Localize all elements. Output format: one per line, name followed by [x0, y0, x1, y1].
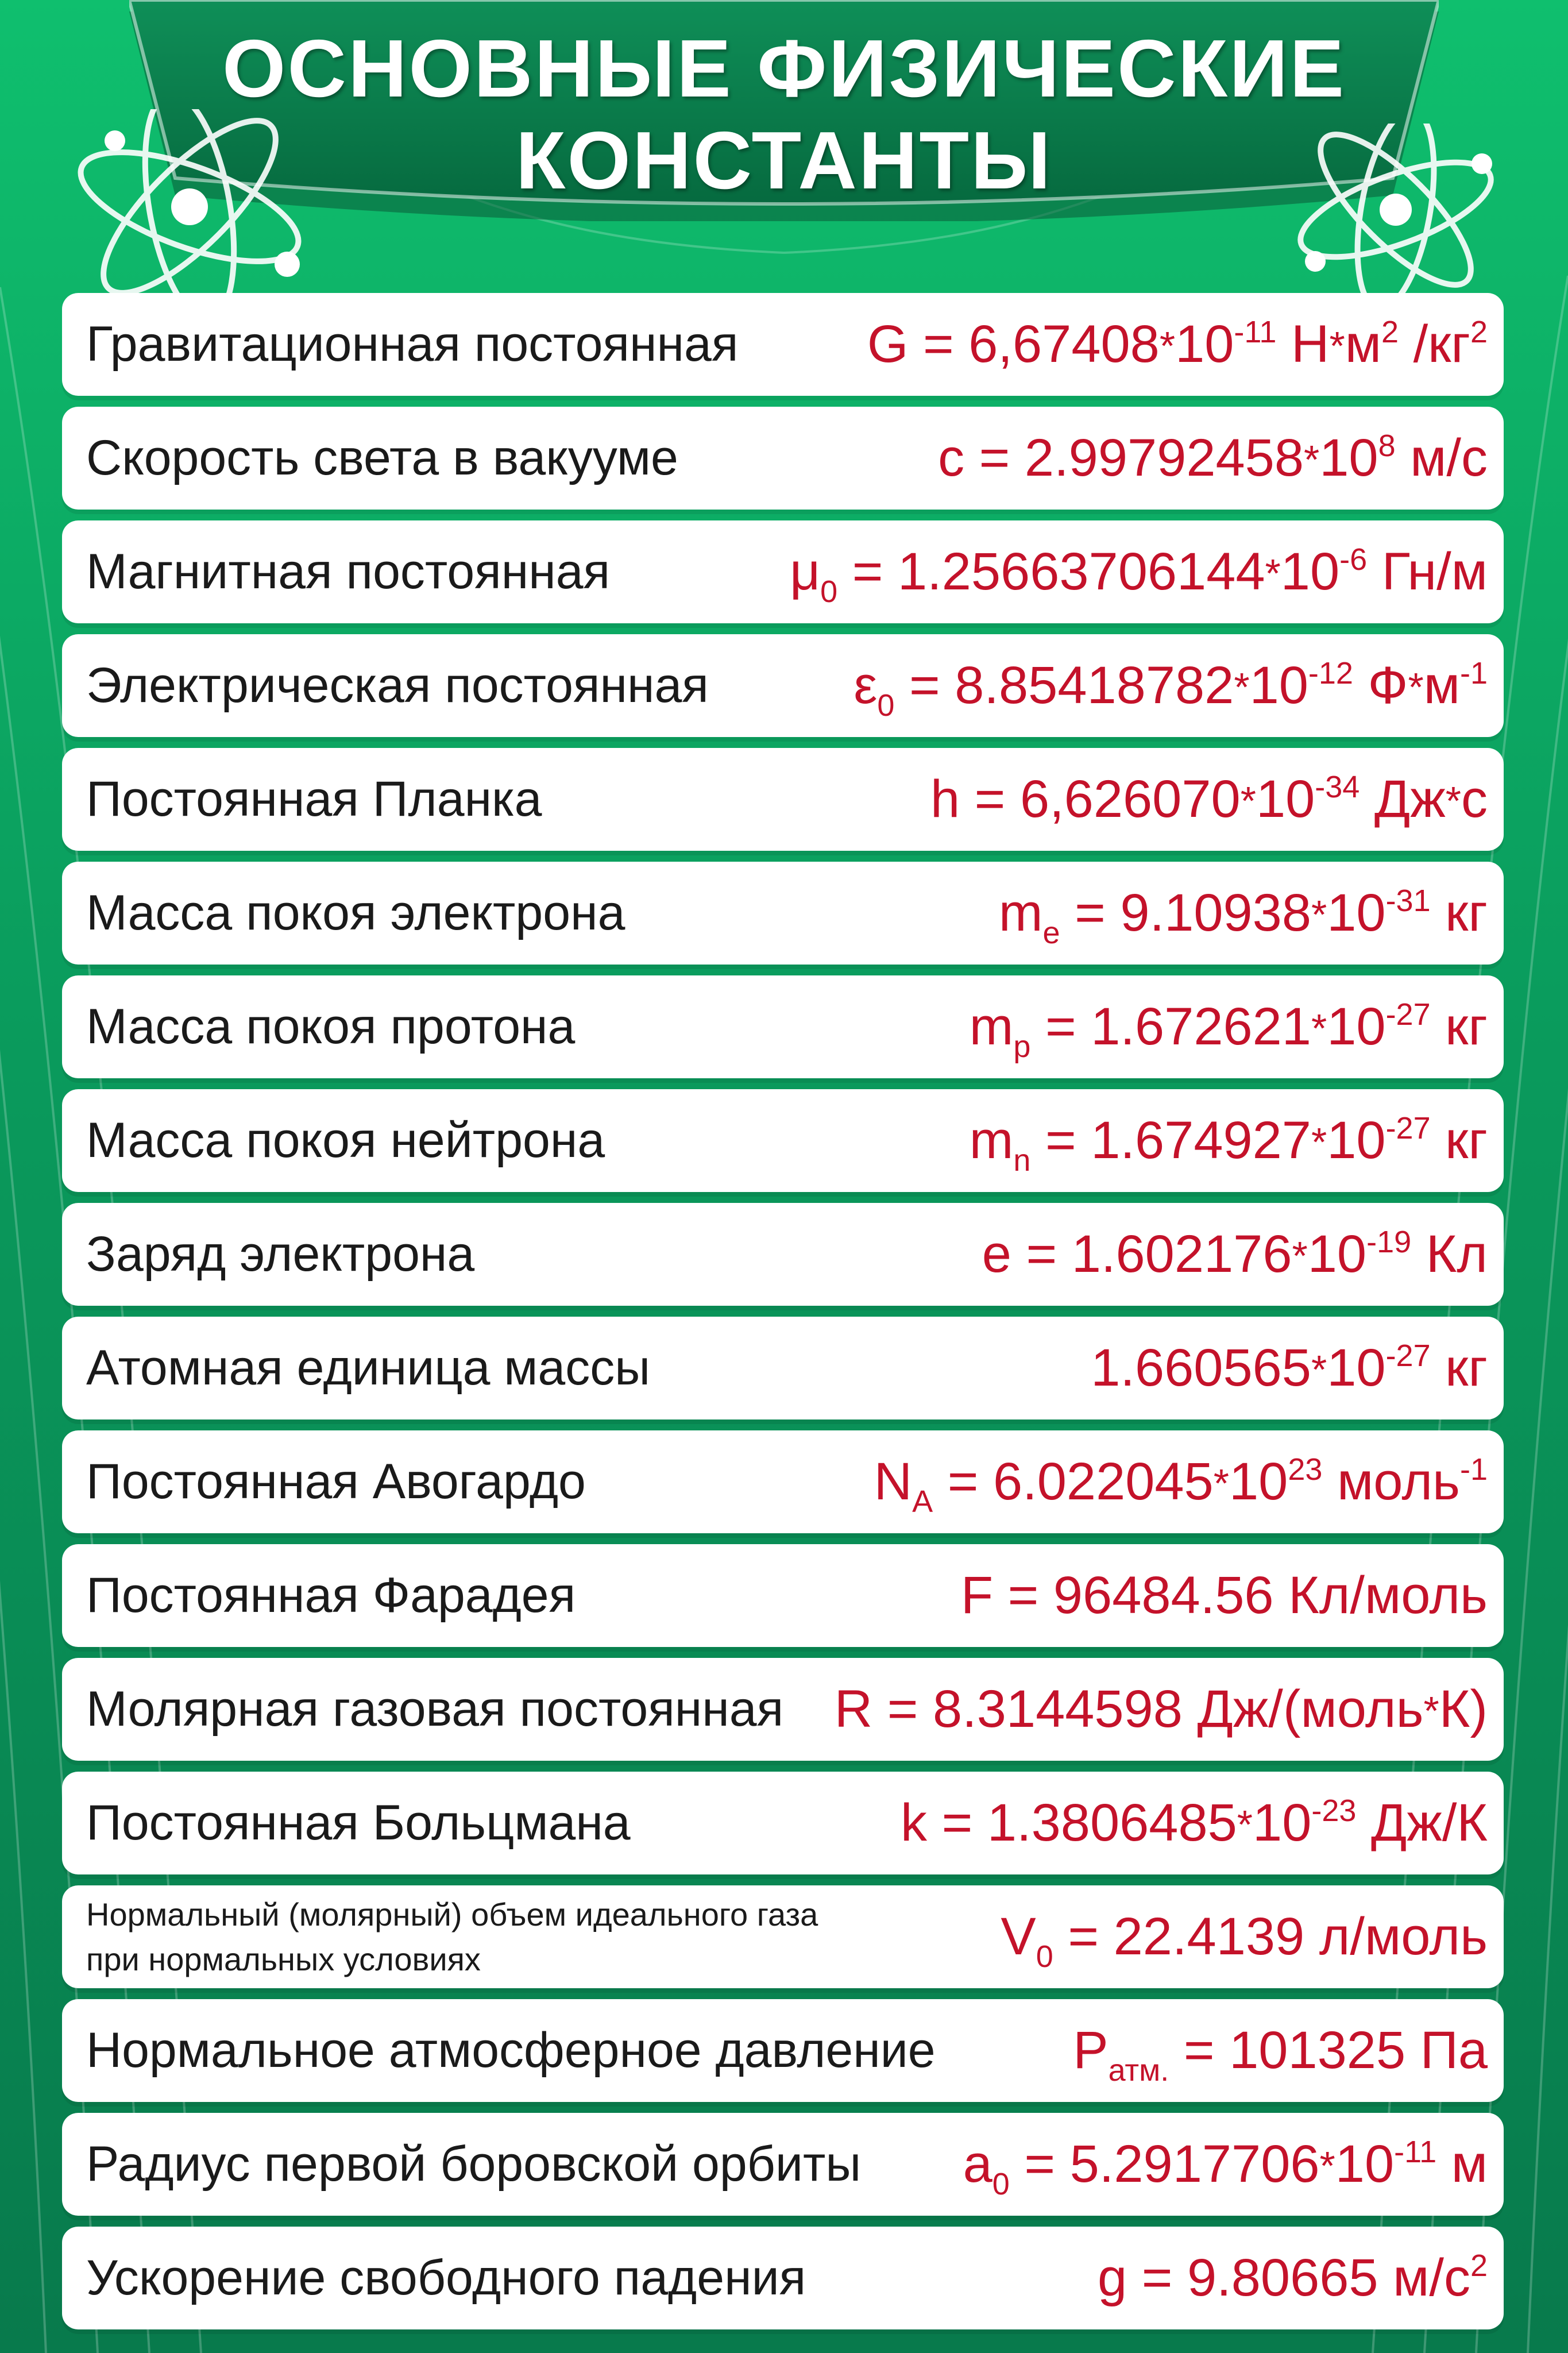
value-number: = 1.3806485 [927, 1793, 1237, 1852]
multiply-sign: * [1159, 323, 1176, 368]
constant-label: Нормальное атмосферное давление [86, 2023, 936, 2078]
value-unit: моль [1322, 1452, 1460, 1511]
value-exponent: -27 [1385, 1338, 1431, 1373]
atom-icon [52, 109, 327, 304]
value-subscript: p [1013, 1029, 1031, 1064]
value-unit-2: м [1345, 315, 1381, 373]
value-number: 1.660565 [1091, 1338, 1311, 1397]
constant-row [62, 407, 1504, 510]
value-base: 10 [1249, 656, 1308, 715]
multiply-sign: * [1303, 437, 1320, 482]
value-number: = 1.602176 [1011, 1225, 1292, 1283]
value-base: 10 [1229, 1452, 1288, 1511]
value-subscript: 0 [820, 574, 838, 609]
value-number: = 101325 Па [1169, 2021, 1488, 2080]
constant-label: Ускорение свободного падения [86, 2250, 806, 2305]
value-base: 10 [1319, 429, 1378, 487]
constant-row [62, 2113, 1504, 2216]
constant-row [62, 1430, 1504, 1533]
title-line-2: КОНСТАНТЫ [515, 115, 1053, 206]
value-unit: кг [1430, 1111, 1488, 1170]
value-exponent: -23 [1311, 1793, 1357, 1828]
value-unit: Кл [1411, 1225, 1488, 1283]
constant-value [969, 1110, 1488, 1178]
constant-label: Постоянная Планка [86, 772, 542, 827]
unit-exponent: 2 [1470, 2248, 1488, 2283]
constant-value [853, 655, 1488, 723]
constant-row [62, 1317, 1504, 1419]
value-base: 10 [1327, 1111, 1386, 1170]
value-number: = 1.674927 [1030, 1111, 1311, 1170]
constant-row [62, 293, 1504, 396]
constant-label: Магнитная постоянная [86, 544, 611, 599]
constant-value [835, 1679, 1488, 1739]
unit-2-exponent: -1 [1459, 656, 1488, 691]
multiply-sign: * [1311, 1120, 1327, 1164]
value-exponent: -31 [1385, 884, 1431, 918]
value-symbol: g [1098, 2248, 1127, 2307]
constant-value [982, 1224, 1488, 1284]
value-number: = 6,626070 [960, 770, 1241, 828]
value-symbol: e [982, 1225, 1011, 1283]
value-unit: м/с [1395, 429, 1488, 487]
value-base: 10 [1280, 542, 1340, 601]
constant-label: Атомная единица массы [86, 1340, 651, 1395]
constant-value [901, 1793, 1488, 1853]
constant-row [62, 1658, 1504, 1761]
multiply-sign: * [1311, 1347, 1327, 1392]
multiply-sign: * [1292, 1233, 1308, 1278]
constant-label: Молярная газовая постоянная [86, 1681, 784, 1737]
value-exponent: -12 [1308, 656, 1353, 691]
value-exponent: -6 [1339, 542, 1368, 577]
value-number: = 6.022045 [933, 1452, 1214, 1511]
constant-row [62, 2227, 1504, 2329]
multiply-sign: * [1423, 1688, 1439, 1733]
title-line-1: ОСНОВНЫЕ ФИЗИЧЕСКИЕ [222, 23, 1346, 114]
multiply-sign: * [1265, 551, 1281, 596]
constant-row [62, 520, 1504, 623]
constant-value [874, 1452, 1488, 1519]
value-symbol: m [998, 884, 1043, 942]
value-base: 10 [1307, 1225, 1367, 1283]
multiply-sign: * [1311, 1006, 1327, 1051]
constant-value [930, 769, 1488, 830]
value-base: 10 [1335, 2135, 1395, 2193]
value-number: = 9.10938 [1060, 884, 1311, 942]
value-number: = 5.2917706 [1009, 2135, 1320, 2193]
constant-row [62, 1999, 1504, 2102]
value-number: = 96484.56 Кл/моль [993, 1566, 1488, 1625]
value-symbol: P [1073, 2021, 1109, 2080]
value-symbol: m [969, 997, 1014, 1056]
value-unit-2: м [1423, 656, 1460, 715]
value-number: = 9.80665 м/с [1127, 2248, 1470, 2307]
constant-value [938, 428, 1488, 488]
constant-label: Скорость света в вакууме [86, 430, 678, 485]
value-unit: кг [1430, 997, 1488, 1056]
value-number: = 2.99792458 [964, 429, 1304, 487]
value-unit: Дж [1360, 770, 1446, 828]
value-exponent: -11 [1394, 2135, 1437, 2169]
value-number: = 22.4139 л/моль [1053, 1907, 1488, 1966]
value-base: 10 [1327, 1338, 1386, 1397]
multiply-sign: * [1237, 1802, 1253, 1847]
constant-value [1091, 1338, 1488, 1398]
value-unit: кг [1430, 1338, 1488, 1397]
value-symbol: h [930, 770, 960, 828]
value-number: = 8.3144598 Дж/(моль [872, 1680, 1424, 1738]
value-subscript: e [1042, 916, 1060, 950]
unit-multiply-sign: * [1329, 323, 1345, 368]
value-symbol: c [938, 429, 965, 487]
value-unit: кг [1430, 884, 1488, 942]
constant-value [998, 883, 1488, 950]
value-exponent: 8 [1378, 429, 1396, 463]
multiply-sign: * [1234, 665, 1250, 709]
value-base: 10 [1327, 997, 1386, 1056]
value-symbol: μ [790, 542, 821, 601]
unit-multiply-sign: * [1445, 778, 1461, 823]
constant-value [1073, 2020, 1488, 2088]
value-unit-3: /кг [1399, 315, 1470, 373]
value-subscript: n [1013, 1143, 1031, 1178]
value-exponent: 23 [1288, 1452, 1323, 1487]
unit-2-exponent: 2 [1381, 315, 1399, 349]
value-unit: Дж/К [1356, 1793, 1488, 1852]
value-symbol: m [969, 1111, 1014, 1170]
value-base: 10 [1253, 1793, 1312, 1852]
constant-row [62, 1203, 1504, 1306]
constant-label: Радиус первой боровской орбиты [86, 2136, 862, 2192]
constant-row [62, 862, 1504, 965]
value-number: = 1.672621 [1030, 997, 1311, 1056]
unit-multiply-sign: * [1408, 665, 1424, 709]
value-unit: Ф [1353, 656, 1408, 715]
value-symbol: F [960, 1566, 994, 1625]
constant-label: Заряд электрона [86, 1226, 475, 1282]
constant-label: Гравитационная постоянная [86, 317, 739, 372]
constant-value [969, 997, 1488, 1064]
constant-row [62, 1089, 1504, 1192]
constant-row [62, 634, 1504, 737]
value-symbol: G [867, 315, 909, 373]
multiply-sign: * [1319, 2143, 1335, 2188]
constant-value [1001, 1907, 1488, 1974]
value-symbol: ε [853, 656, 878, 715]
multiply-sign: * [1213, 1461, 1229, 1506]
value-base: 10 [1327, 884, 1386, 942]
value-symbol: k [901, 1793, 928, 1852]
constant-label: Постоянная Авогардо [86, 1454, 586, 1509]
value-exponent: -11 [1234, 315, 1277, 349]
multiply-sign: * [1240, 778, 1256, 823]
value-exponent: -19 [1366, 1225, 1412, 1259]
constant-row [62, 1885, 1504, 1988]
value-exponent: -27 [1385, 1111, 1431, 1145]
value-unit: м [1436, 2135, 1488, 2193]
value-subscript: 0 [1036, 1939, 1053, 1974]
constant-value [867, 314, 1488, 375]
value-unit: Н [1276, 315, 1330, 373]
value-subscript: 0 [877, 688, 895, 723]
constant-row [62, 1772, 1504, 1874]
value-subscript: атм. [1108, 2053, 1169, 2088]
constant-row [62, 975, 1504, 1078]
constant-label: Нормальный (молярный) объем идеального газа при нормальных условиях [86, 1896, 818, 1977]
constant-row [62, 748, 1504, 851]
value-symbol: a [963, 2135, 992, 2193]
constants-list [62, 293, 1504, 2340]
value-unit: К) [1439, 1680, 1488, 1738]
constant-value [790, 542, 1488, 609]
constant-value [1098, 2248, 1488, 2308]
value-number: = 6,67408 [908, 315, 1160, 373]
constant-label: Масса покоя электрона [86, 885, 625, 940]
constant-label: Постоянная Больцмана [86, 1795, 631, 1850]
value-symbol: N [874, 1452, 913, 1511]
value-unit: Гн/м [1367, 542, 1488, 601]
unit-exponent: -1 [1459, 1452, 1488, 1487]
constant-row [62, 1544, 1504, 1647]
value-symbol: V [1001, 1907, 1036, 1966]
value-base: 10 [1256, 770, 1315, 828]
constant-value [963, 2134, 1488, 2201]
value-symbol: R [834, 1680, 873, 1738]
value-number: = 1.25663706144 [837, 542, 1265, 601]
multiply-sign: * [1311, 892, 1327, 937]
value-subscript: A [912, 1484, 933, 1519]
constant-label: Электрическая постоянная [86, 658, 709, 713]
value-exponent: -34 [1315, 770, 1360, 804]
constant-label: Масса покоя протона [86, 999, 576, 1054]
value-exponent: -27 [1385, 997, 1431, 1032]
constant-label: Масса покоя нейтрона [86, 1113, 605, 1168]
constant-label: Постоянная Фарадея [86, 1568, 576, 1623]
value-subscript: 0 [992, 2167, 1010, 2201]
constant-value [961, 1565, 1488, 1626]
value-number: = 8.85418782 [894, 656, 1234, 715]
value-unit-2: с [1461, 770, 1488, 828]
atom-icon [1275, 124, 1516, 302]
value-base: 10 [1175, 315, 1234, 373]
unit-3-exponent: 2 [1470, 315, 1488, 349]
